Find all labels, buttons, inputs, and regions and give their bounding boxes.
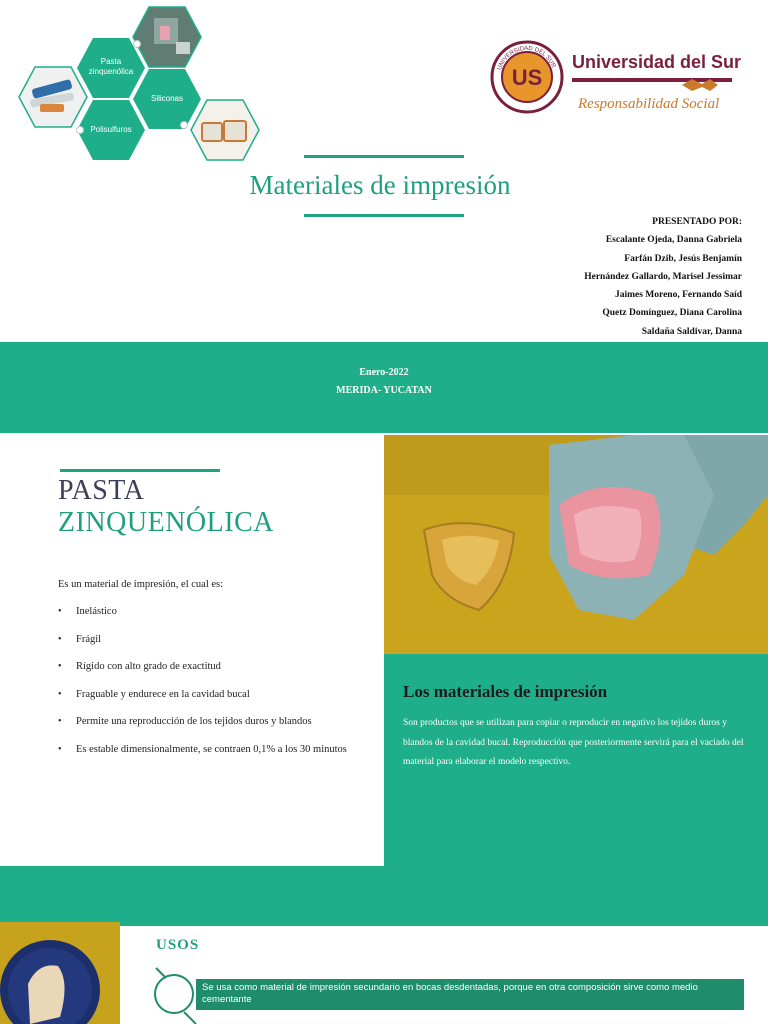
hex-label-pasta: Pasta zinquenólica [88, 57, 134, 76]
impression-tray-photo [384, 435, 768, 654]
author-name: Hernández Gallardo, Marisel Jessimar [584, 271, 742, 282]
hex-polisulfuros[interactable] [76, 99, 146, 161]
section-title-line2: ZINQUENÓLICA [58, 507, 274, 538]
section-intro: Es un material de impresión, el cual es: [58, 579, 224, 590]
authors-heading: PRESENTADO POR: [652, 217, 742, 227]
author-name: Farfán Dzib, Jesús Benjamín [624, 253, 742, 264]
hex-connector-dot [76, 126, 84, 134]
svg-text:US: US [511, 65, 543, 90]
usos-heading: USOS [156, 937, 200, 953]
hex-connector-dot [133, 40, 141, 48]
author-name: Escalante Ojeda, Danna Gabriela [605, 235, 742, 246]
presentation-date: Enero-2022 [359, 367, 409, 378]
hex-photo-right [190, 99, 260, 161]
author-name: Quetz Domínguez, Diana Carolina [602, 308, 742, 319]
authors-block [584, 213, 742, 341]
definition-text: Son productos que se utilizan para copiar o reproducir en negativo los tejidos duros y blandos de la cavidad bucal. Reproducción que posteriormente servirá para el vaciado del material para elaborar el modelo respectivo. [403, 718, 744, 767]
list-item: • Permite una reproducción de los tejidos duros y blandos [58, 715, 358, 728]
list-item: • Rígido con alto grado de exactitud [58, 660, 358, 673]
definition-title: Los materiales de impresión [403, 682, 608, 701]
hex-connector-dot [180, 121, 188, 129]
author-name: Jaimes Moreno, Fernando Saíd [614, 290, 742, 301]
university-name: Universidad del Sur [572, 52, 742, 72]
title-rule-bottom [304, 214, 464, 217]
date-band [0, 342, 768, 433]
list-item: • Fraguable y endurece en la cavidad bucal [58, 688, 358, 701]
hex-label-siliconas: Siliconas [150, 94, 183, 103]
svg-text:UNIVERSIDAD DEL SUR: UNIVERSIDAD DEL SUR [496, 45, 557, 71]
properties-list [58, 605, 358, 770]
timeline-connector [150, 966, 200, 1024]
definition-box [384, 654, 768, 866]
usos-slide [0, 926, 768, 1024]
presentation-location: MERIDA- YUCATAN [336, 385, 432, 396]
handshake-icon [680, 75, 720, 95]
author-name: Saldaña Saldivar, Danna [641, 326, 742, 337]
section-rule [60, 469, 220, 472]
university-tagline: Responsabilidad Social [578, 96, 720, 112]
list-item: • Es estable dimensionalmente, se contraen 0,1% a los 30 minutos [58, 743, 358, 756]
university-seal-logo [490, 40, 564, 119]
title-rule-top [304, 155, 464, 158]
slide-divider-band [0, 866, 768, 926]
material-photo [0, 922, 120, 1024]
use-item: Se usa como material de impresión secundario en bocas desdentadas, porque en otra composición sirve como medio cementante [196, 979, 744, 1010]
title-slide [0, 0, 768, 433]
list-item: • Frágil [58, 633, 358, 646]
section-title-line1: PASTA [58, 475, 145, 506]
hex-label-polisulfuros: Polisulfuros [90, 125, 132, 134]
list-item: • Inelástico [58, 605, 358, 618]
presentation-title: Materiales de impresión [249, 170, 511, 200]
pasta-zinquenolica-slide [0, 433, 768, 866]
